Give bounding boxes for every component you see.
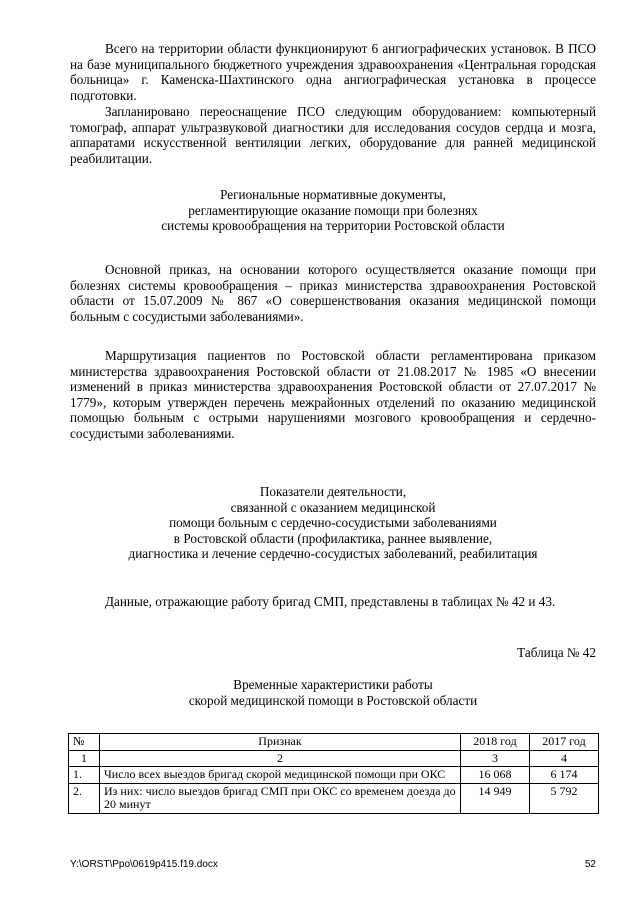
paragraph-data-reference-text: Данные, отражающие работу бригад СМП, представлены в таблицах № 42 и 43. bbox=[105, 594, 556, 609]
ambulance-time-table bbox=[68, 733, 599, 814]
row-value-2017: 5 792 bbox=[530, 783, 599, 813]
table-title-line: Временные характеристики работы bbox=[233, 677, 433, 692]
paragraph-main-order-text: Основной приказ, на основании которого осуществляется оказание помощи при болезнях системы кровообращения – приказ министерства здравоохранения Ростовской области от 15.07.2009 № 867 «О совершенствования оказания медицинской помощи больным с сосудистыми заболеваниями». bbox=[70, 262, 596, 324]
table-title bbox=[70, 677, 596, 708]
header-2018: 2018 год bbox=[461, 734, 530, 751]
heading-line: помощи больным с сердечно-сосудистыми заболеваниями bbox=[169, 515, 497, 531]
header-number: № bbox=[69, 734, 100, 751]
paragraph-angiography-text: Всего на территории области функционируют 6 ангиографических установок. В ПСО на базе муниципального бюджетного учреждения здравоохранения «Центральная городская больница» г. Каменска-Шахтинского одна ангиографическая установка в процессе подготовки. bbox=[70, 41, 596, 103]
table-label: Таблица № 42 bbox=[517, 645, 596, 660]
heading-line: связанной с оказанием медицинской bbox=[230, 499, 436, 515]
heading-line: Региональные нормативные документы, bbox=[220, 187, 446, 202]
paragraph-main-order bbox=[70, 262, 596, 324]
footer-page-number: 52 bbox=[584, 859, 596, 870]
paragraph-routing-text: Маршрутизация пациентов по Ростовской области регламентирована приказом министерства здравоохранения Ростовской области от 21.08.2017 № 1985 «О внесении изменений в приказ министерства здравоохранения Ростовской области от 27.07.2017 № 1779», которым утвержден перечень межрайонных отделений по оказанию медицинской помощью больным с острыми нарушениями мозгового кровообращения и сердечно-сосудистыми заболеваниями. bbox=[70, 348, 596, 441]
table-row bbox=[69, 767, 599, 784]
paragraph-angiography bbox=[70, 41, 596, 103]
row-number: 2. bbox=[69, 783, 100, 813]
row-value-2018: 14 949 bbox=[461, 783, 530, 813]
numbering-cell: 1 bbox=[69, 750, 100, 767]
paragraph-routing bbox=[70, 348, 596, 442]
row-number: 1. bbox=[69, 767, 100, 784]
table-title-line: скорой медицинской помощи в Ростовской области bbox=[188, 692, 478, 708]
row-value-2017: 6 174 bbox=[530, 767, 599, 784]
numbering-cell: 4 bbox=[530, 750, 599, 767]
paragraph-reequipment-text: Запланировано переоснащение ПСО следующим оборудованием: компьютерный томограф, аппарат ультразвуковой диагностики для исследования сосудов сердца и мозга, аппаратами искусственной вентиляции легких, оборудование для ранней медицинской реабилитации. bbox=[70, 104, 596, 166]
header-2017: 2017 год bbox=[530, 734, 599, 751]
table-header-row bbox=[69, 734, 599, 751]
heading-line: в Ростовской области (профилактика, раннее выявление, bbox=[173, 530, 493, 546]
header-attribute: Признак bbox=[100, 734, 461, 751]
heading-line: системы кровообращения на территории Ростовской области bbox=[161, 218, 505, 234]
table-row bbox=[69, 783, 599, 813]
heading-line: регламентирующие оказание помощи при болезнях bbox=[188, 202, 478, 218]
numbering-cell: 2 bbox=[100, 750, 461, 767]
row-label: Из них: число выездов бригад СМП при ОКС со временем доезда до 20 минут bbox=[100, 783, 461, 813]
row-label: Число всех выездов бригад скорой медицинской помощи при ОКС bbox=[100, 767, 461, 784]
section-heading-regulations bbox=[70, 187, 596, 234]
table-numbering-row bbox=[69, 750, 599, 767]
section-heading-indicators bbox=[70, 484, 596, 562]
heading-line: Показатели деятельности, bbox=[259, 484, 407, 499]
numbering-cell: 3 bbox=[461, 750, 530, 767]
footer-file-path: Y:\ORST\Ppo\0619p415.f19.docx bbox=[70, 859, 218, 870]
heading-line: диагностика и лечение сердечно-сосудистых заболеваний, реабилитация bbox=[128, 546, 538, 562]
row-value-2018: 16 068 bbox=[461, 767, 530, 784]
paragraph-reequipment bbox=[70, 104, 596, 166]
paragraph-data-reference bbox=[70, 594, 596, 610]
